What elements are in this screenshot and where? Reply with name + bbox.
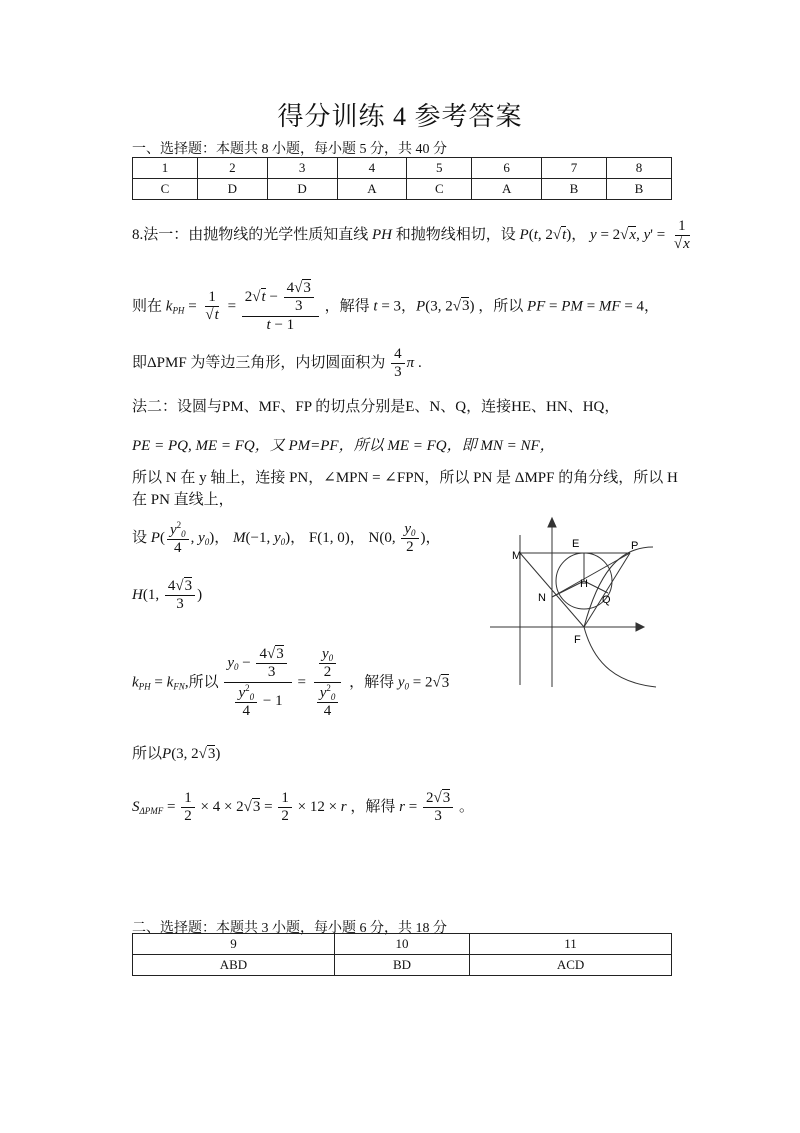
- table-cell: 9: [133, 934, 335, 955]
- slope-equality-line: $k_{PH} = k_{FN}$,所以 $y_0$ − $\frac{4√3}{3}$ $\frac{y^2_0}{4}$ − 1 = $\frac{\frac{y_0}{2}}{\frac{y^2_0}{4}}$ ，解得 $y_0 = 2√3$: [132, 646, 450, 719]
- table-cell: 8: [606, 158, 671, 179]
- table-cell: B: [542, 179, 607, 200]
- table-cell: 2: [197, 158, 267, 179]
- solve-text-3: ，解得: [350, 799, 396, 816]
- label-n: N: [538, 592, 546, 604]
- parabola: [584, 547, 656, 687]
- bisector-line-a: 所以 N 在 y 轴上，连接 PN，∠MPN = ∠FPN，所以 PN 是 ΔMPF 的角分线，所以 H: [132, 470, 678, 486]
- table-cell: 10: [334, 934, 469, 955]
- solve-text-2: ，解得: [349, 674, 395, 691]
- end-mark: 。: [458, 799, 474, 816]
- table-cell: C: [133, 179, 198, 200]
- table-row: [133, 955, 672, 976]
- label-e: E: [572, 538, 580, 550]
- section2-heading: 二、选择题：本题共 3 小题，每小题 6 分，共 18 分: [132, 921, 447, 936]
- table-cell: A: [337, 179, 407, 200]
- table-row: [133, 934, 672, 955]
- answer-table-2: [132, 933, 672, 976]
- area-line: $S_{\Delta PMF}$ = $\frac{1}{2}$ × 4 × 2√3 = $\frac{1}{2}$ × 12 × r ，解得 r = $\frac{2√3}{3}$ 。: [132, 790, 474, 825]
- h-point-line: H(1, $\frac{4√3}{3}$ ): [132, 578, 203, 613]
- segment-pf: [584, 553, 630, 627]
- table-cell: 4: [337, 158, 407, 179]
- x-axis-arrow: [636, 623, 644, 631]
- table-cell: 11: [470, 934, 672, 955]
- table-cell: C: [407, 179, 472, 200]
- table-cell: D: [267, 179, 337, 200]
- then-text: 则在: [132, 298, 163, 315]
- label-q: Q: [602, 594, 611, 606]
- table-cell: 6: [472, 158, 542, 179]
- table-cell: 7: [542, 158, 607, 179]
- answer-table-1: [132, 157, 672, 200]
- label-f: F: [574, 634, 581, 646]
- table-cell: ACD: [470, 955, 672, 976]
- so-text: ，所以: [478, 298, 524, 315]
- label-h: H: [580, 578, 588, 590]
- method1-line: 8.法一：由抛物线的光学性质知直线 PH 和抛物线相切，设 P(t, 2√t)， y = 2√x, y' = $\frac{1}{√x}$: [132, 218, 690, 253]
- table-row: [133, 179, 672, 200]
- table-cell: 5: [407, 158, 472, 179]
- method1-text: 8.法一：由抛物线的光学性质知直线: [132, 227, 369, 244]
- table-row: [133, 158, 672, 179]
- equilateral-line: 即ΔPMF 为等边三角形，内切圆面积为 $\frac{4}{3}$ π .: [132, 346, 422, 381]
- so-text-2: 所以: [132, 746, 163, 762]
- label-p: P: [631, 540, 639, 552]
- bisector-line-b: 在 PN 直线上，: [132, 492, 234, 508]
- method1-text-b: 和抛物线相切，设: [395, 227, 516, 244]
- solve-text: ，解得: [324, 298, 370, 315]
- table-cell: ABD: [133, 955, 335, 976]
- p-result-line: 所以P(3, 2√3): [132, 746, 221, 762]
- section1-heading: 一、选择题：本题共 8 小题，每小题 5 分，共 40 分: [132, 142, 447, 157]
- method2-line: 法二：设圆与PM、MF、FP 的切点分别是E、N、Q，连接HE、HN、HQ，: [132, 399, 620, 415]
- table-cell: D: [197, 179, 267, 200]
- slope-line: 则在 $k_{PH}$ = $\frac{1}{√t}$ = 2√t − $\frac{4√3}{3}$ t − 1 ，解得 t = 3，P(3, 2√3) ，所以 PF = PM = MF = 4，: [132, 280, 660, 333]
- geometry-figure: [488, 515, 660, 690]
- equilateral-text: 即ΔPMF 为等边三角形，内切圆面积为: [132, 355, 386, 372]
- label-m: M: [512, 550, 522, 562]
- set-points-line: 设 P( $\frac{y^2_0}{4}$ , $y_0$)， M(−1, $y_0$)， F(1, 0)， N(0, $\frac{y_0}{2}$ )，: [132, 520, 441, 557]
- table-cell: BD: [334, 955, 469, 976]
- set-text: 设: [132, 530, 148, 547]
- table-cell: 1: [133, 158, 198, 179]
- segment-pn: [552, 553, 630, 597]
- equal-segments-line: PE = PQ, ME = FQ，又 PM=PF，所以 ME = FQ，即 MN = NF，: [132, 438, 555, 454]
- table-cell: 3: [267, 158, 337, 179]
- page-title: 得分训练 4 参考答案: [277, 102, 523, 131]
- table-cell: B: [606, 179, 671, 200]
- table-cell: A: [472, 179, 542, 200]
- y-axis-arrow: [548, 518, 556, 527]
